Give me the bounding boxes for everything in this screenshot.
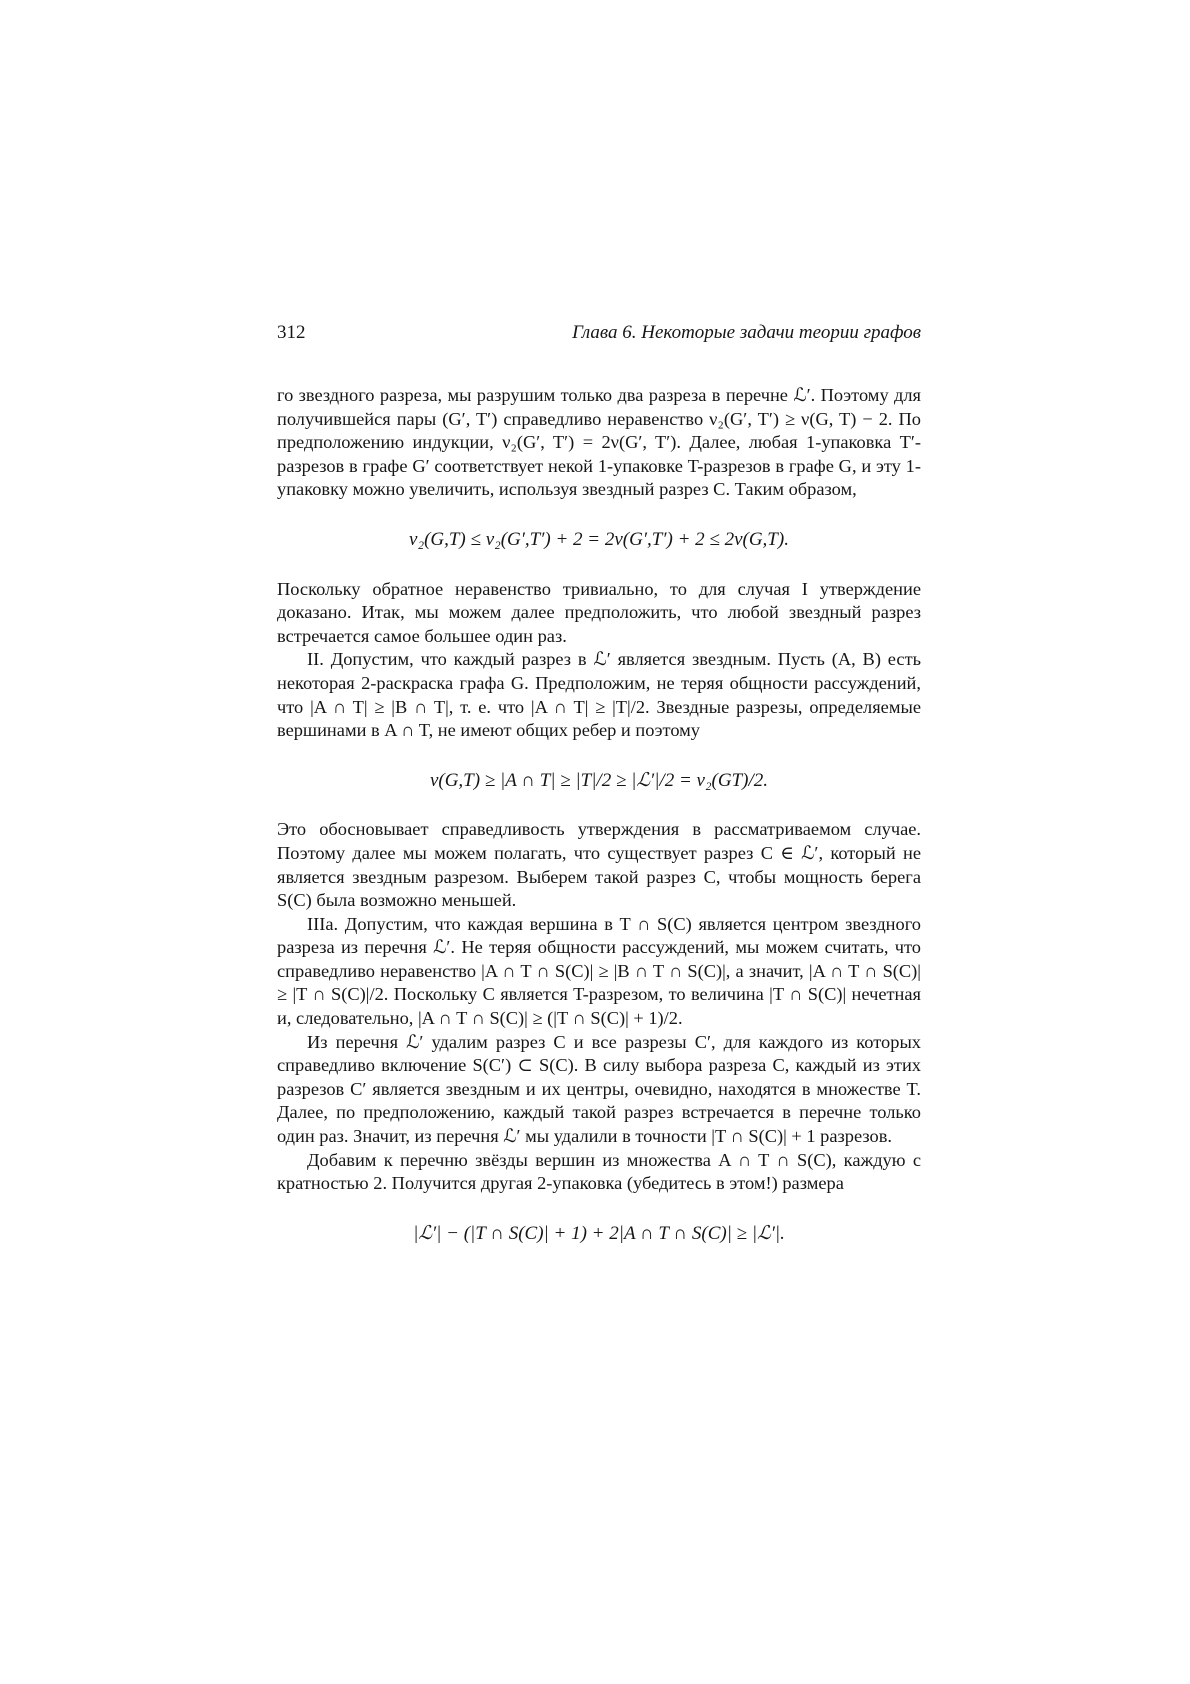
display-equation: ν(G,T) ≥ |A ∩ T| ≥ |T|/2 ≥ |ℒ′|/2 = ν₂(GT)/2. [429, 769, 769, 791]
paragraph: Это обосновывает справедливость утверждения в рассматриваемом случае. Поэтому далее мы можем полагать, что существует разрез C ∈ ℒ′, который не является звездным разрезом. Выберем такой разрез C, чтобы мощность берега S(C) была возможно меньшей. [277, 819, 921, 911]
display-equation: |ℒ′| − (|T ∩ S(C)| + 1) + 2|A ∩ T ∩ S(C)| ≥ |ℒ′|. [413, 1222, 785, 1244]
paragraph: Поскольку обратное неравенство тривиально, то для случая I утверждение доказано. Итак, мы можем далее предположить, что любой звездный разрез встречается самое большее один раз. [277, 578, 921, 646]
display-equation: ν₂(G,T) ≤ ν₂(G′,T′) + 2 = 2ν(G′,T′) + 2 ≤ 2ν(G,T). [409, 528, 789, 550]
paragraph: Из перечня ℒ′ удалим разрез C и все разрезы C′, для каждого из которых справедливо включение S(C′) ⊂ S(C). В силу выбора разреза C, каждый из этих разрезов C′ является звездным и их центры, очевидно, находятся в множестве T. Далее, по предположению, каждый такой разрез встречается в перечне только один раз. Значит, из перечня ℒ′ мы удалили в точности |T ∩ S(C)| + 1 разрезов. [277, 1031, 921, 1147]
running-head: Глава 6. Некоторые задачи теории графов [572, 322, 921, 343]
body-text [277, 384, 921, 1245]
paragraph: го звездного разреза, мы разрушим только два разреза в перечне ℒ′. Поэтому для получившейся пары (G′, T′) справедливо неравенство ν₂(G′, T′) ≥ ν(G, T) − 2. По предположению индукции, ν₂(G′, T′) = 2ν(G′, T′). Далее, любая 1-упаковка T′-разрезов в графе G′ соответствует некой 1-упаковке T-разрезов в графе G, и эту 1-упаковку можно увеличить, используя звездный разрез C. Таким образом, [277, 385, 921, 500]
paragraph: II. Допустим, что каждый разрез в ℒ′ является звездным. Пусть (A, B) есть некоторая 2-раскраска графа G. Предположим, не теряя общности рассуждений, что |A ∩ T| ≥ |B ∩ T|, т. е. что |A ∩ T| ≥ |T|/2. Звездные разрезы, определяемые вершинами в A ∩ T, не имеют общих ребер и поэтому [277, 649, 921, 741]
paragraph: Добавим к перечню звёзды вершин из множества A ∩ T ∩ S(C), каждую с кратностью 2. Получится другая 2-упаковка (убедитесь в этом!) размера [277, 1149, 921, 1194]
page-number: 312 [277, 322, 306, 343]
paragraph: IIIa. Допустим, что каждая вершина в T ∩ S(C) является центром звездного разреза из перечня ℒ′. Не теряя общности рассуждений, мы можем считать, что справедливо неравенство |A ∩ T ∩ S(C)| ≥ |B ∩ T ∩ S(C)|, а значит, |A ∩ T ∩ S(C)| ≥ |T ∩ S(C)|/2. Поскольку C является T-разрезом, то величина |T ∩ S(C)| нечетная и, следовательно, |A ∩ T ∩ S(C)| ≥ (|T ∩ S(C)| + 1)/2. [277, 913, 921, 1029]
page-header [277, 322, 921, 350]
